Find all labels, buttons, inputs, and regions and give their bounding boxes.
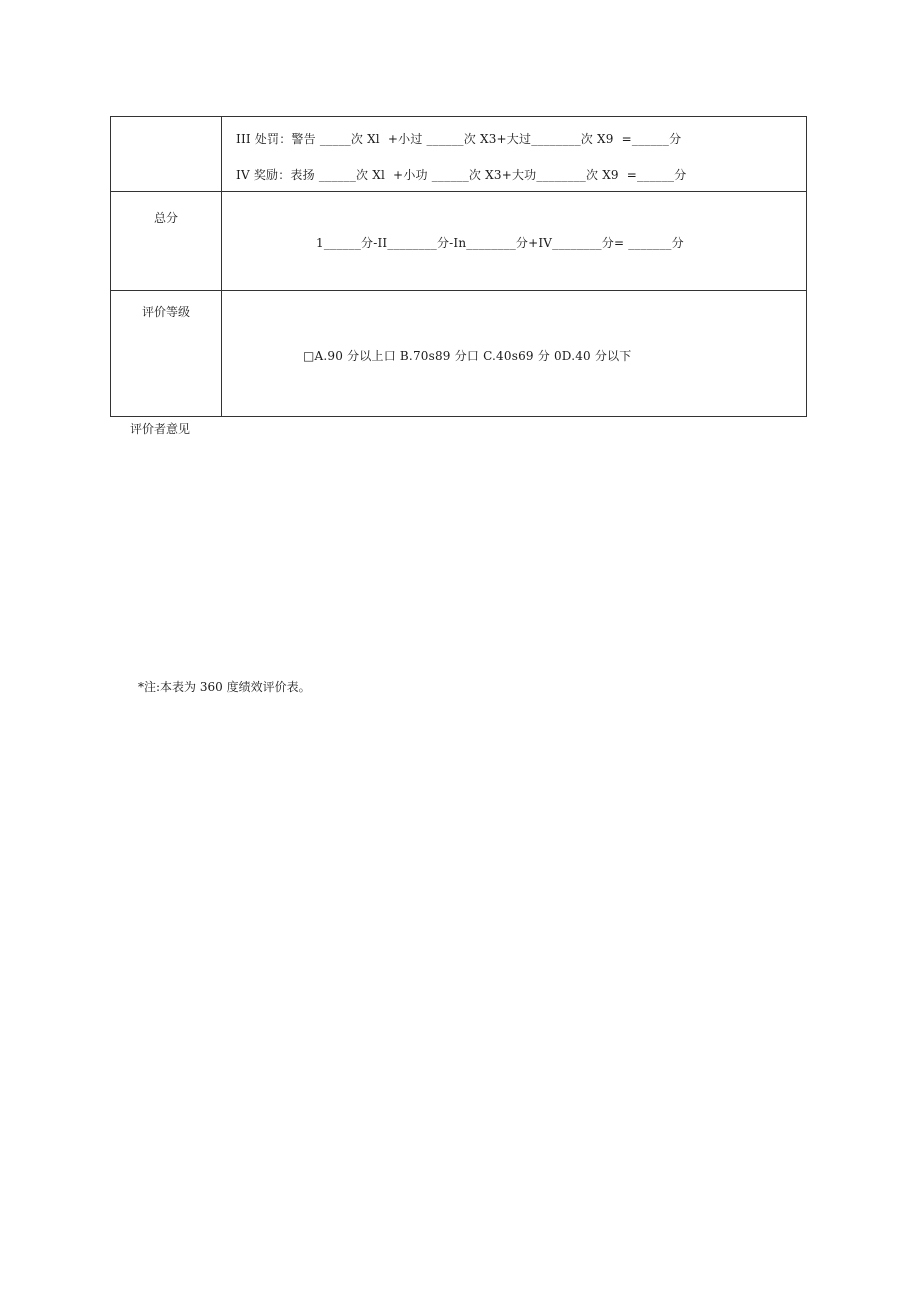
evaluator-opinion-label: 评价者意见 — [130, 422, 191, 436]
row-content-cell — [222, 117, 806, 191]
row-content-cell — [222, 291, 806, 416]
row-label-cell — [111, 192, 222, 290]
penalty-line: III 处罚：警告 _____次 Xl +小过 ______次 X3+大过________次 X9 =______分 — [236, 132, 682, 146]
table-row-total-score — [111, 192, 806, 291]
evaluation-table — [110, 116, 807, 417]
footnote: *注:本表为 360 度绩效评价表。 — [138, 680, 311, 694]
grade-options: □A.90 分以上口 B.70s89 分口 C.40s69 分 0D.40 分以下 — [303, 349, 632, 363]
row-label-cell — [111, 291, 222, 416]
row-label-cell — [111, 117, 222, 191]
table-row-grade — [111, 291, 806, 416]
table-row-penalty-reward — [111, 117, 806, 192]
row-content-cell — [222, 192, 806, 290]
total-score-formula: 1______分-II________分-In________分+IV________分= _______分 — [316, 236, 684, 250]
total-score-label: 总分 — [153, 211, 178, 225]
grade-label: 评价等级 — [141, 305, 190, 319]
reward-line: IV 奖励：表扬 ______次 Xl +小功 ______次 X3+大功________次 X9 =______分 — [236, 168, 687, 182]
